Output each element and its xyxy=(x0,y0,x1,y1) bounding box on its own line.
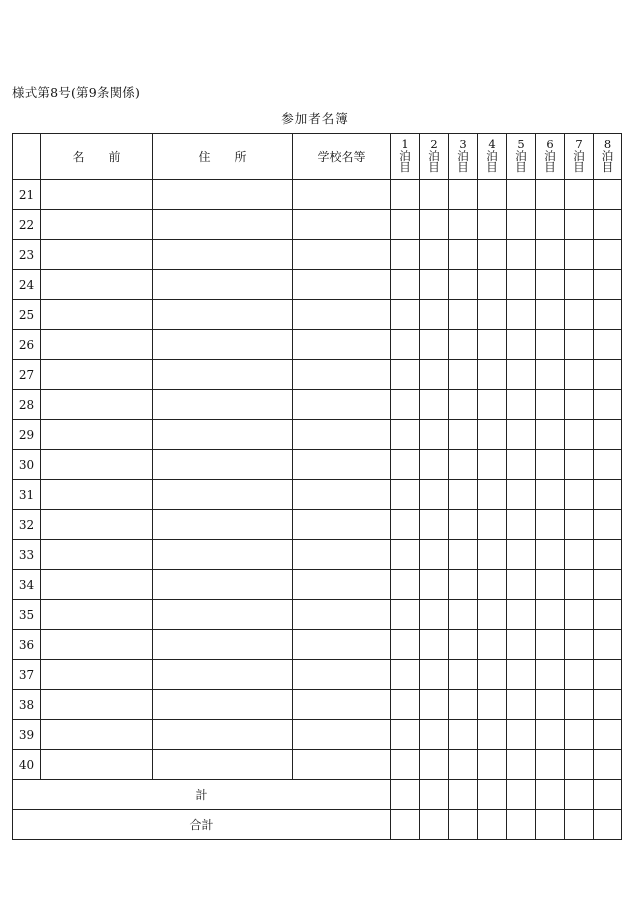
night-6-cell[interactable] xyxy=(536,300,565,330)
name-cell[interactable] xyxy=(41,630,153,660)
night-4-cell[interactable] xyxy=(478,660,507,690)
night-6-cell[interactable] xyxy=(536,360,565,390)
table-row xyxy=(13,240,622,270)
night-6-cell[interactable] xyxy=(536,480,565,510)
row-number: 33 xyxy=(13,540,41,570)
name-cell[interactable] xyxy=(41,240,153,270)
night-6-cell[interactable] xyxy=(536,330,565,360)
table-row xyxy=(13,750,622,780)
night-2-cell[interactable] xyxy=(420,450,449,480)
night-1-cell[interactable] xyxy=(391,510,420,540)
table-row xyxy=(13,210,622,240)
roster-body xyxy=(13,180,622,780)
row-number: 23 xyxy=(13,240,41,270)
night-1-cell[interactable] xyxy=(391,450,420,480)
night-5-cell[interactable] xyxy=(507,480,536,510)
subtotal-night-5[interactable] xyxy=(507,780,536,810)
night-3-cell[interactable] xyxy=(449,510,478,540)
night-6-cell[interactable] xyxy=(536,450,565,480)
total-night-2[interactable] xyxy=(420,810,449,840)
night-1-cell[interactable] xyxy=(391,750,420,780)
night-2-cell[interactable] xyxy=(420,240,449,270)
night-8-cell[interactable] xyxy=(594,390,622,420)
night-8-cell[interactable] xyxy=(594,750,622,780)
night-5-cell[interactable] xyxy=(507,570,536,600)
name-cell[interactable] xyxy=(41,570,153,600)
night-1-cell[interactable] xyxy=(391,270,420,300)
night-7-cell[interactable] xyxy=(565,270,594,300)
night-3-cell[interactable] xyxy=(449,240,478,270)
table-header-row xyxy=(13,134,622,180)
table-row xyxy=(13,420,622,450)
night-8-cell[interactable] xyxy=(594,690,622,720)
night-2-cell[interactable] xyxy=(420,690,449,720)
table-row xyxy=(13,270,622,300)
night-8-cell[interactable] xyxy=(594,360,622,390)
night-7-cell[interactable] xyxy=(565,450,594,480)
night-4-cell[interactable] xyxy=(478,510,507,540)
participant-roster-table xyxy=(12,133,622,840)
subtotal-night-7[interactable] xyxy=(565,780,594,810)
name-cell[interactable] xyxy=(41,210,153,240)
night-7-cell[interactable] xyxy=(565,750,594,780)
night-7-cell[interactable] xyxy=(565,390,594,420)
night-6-cell[interactable] xyxy=(536,750,565,780)
school-cell[interactable] xyxy=(293,630,391,660)
night-8-cell[interactable] xyxy=(594,480,622,510)
night-7-cell[interactable] xyxy=(565,510,594,540)
night-3-cell[interactable] xyxy=(449,750,478,780)
school-cell[interactable] xyxy=(293,270,391,300)
address-cell[interactable] xyxy=(153,570,293,600)
school-cell[interactable] xyxy=(293,420,391,450)
form-number-label: 様式第8号(第9条関係) xyxy=(12,85,141,100)
night-1-cell[interactable] xyxy=(391,180,420,210)
row-number: 36 xyxy=(13,630,41,660)
total-label: 合計 xyxy=(13,810,391,840)
night-2-cell[interactable] xyxy=(420,480,449,510)
name-cell[interactable] xyxy=(41,540,153,570)
night-8-cell[interactable] xyxy=(594,570,622,600)
address-cell[interactable] xyxy=(153,690,293,720)
night-5-cell[interactable] xyxy=(507,240,536,270)
name-cell[interactable] xyxy=(41,690,153,720)
total-night-8[interactable] xyxy=(594,810,622,840)
night-5-cell[interactable] xyxy=(507,630,536,660)
school-cell[interactable] xyxy=(293,750,391,780)
name-cell[interactable] xyxy=(41,510,153,540)
table-row xyxy=(13,360,622,390)
night-8-cell[interactable] xyxy=(594,210,622,240)
header-number-cell xyxy=(13,134,41,180)
night-3-cell[interactable] xyxy=(449,330,478,360)
school-cell[interactable] xyxy=(293,600,391,630)
address-cell[interactable] xyxy=(153,300,293,330)
night-3-cell[interactable] xyxy=(449,300,478,330)
night-7-cell[interactable] xyxy=(565,600,594,630)
subtotal-night-8[interactable] xyxy=(594,780,622,810)
table-row xyxy=(13,480,622,510)
subtotal-night-2[interactable] xyxy=(420,780,449,810)
night-8-cell[interactable] xyxy=(594,300,622,330)
night-5-cell[interactable] xyxy=(507,420,536,450)
row-number: 24 xyxy=(13,270,41,300)
night-2-cell[interactable] xyxy=(420,540,449,570)
night-6-cell[interactable] xyxy=(536,600,565,630)
night-2-cell[interactable] xyxy=(420,720,449,750)
night-7-cell[interactable] xyxy=(565,180,594,210)
night-2-cell[interactable] xyxy=(420,360,449,390)
night-1-cell[interactable] xyxy=(391,600,420,630)
night-1-cell[interactable] xyxy=(391,420,420,450)
night-4-cell[interactable] xyxy=(478,540,507,570)
address-cell[interactable] xyxy=(153,600,293,630)
name-cell[interactable] xyxy=(41,660,153,690)
night-2-cell[interactable] xyxy=(420,270,449,300)
school-cell[interactable] xyxy=(293,360,391,390)
night-6-cell[interactable] xyxy=(536,540,565,570)
subtotal-night-1[interactable] xyxy=(391,780,420,810)
night-1-cell[interactable] xyxy=(391,390,420,420)
night-6-cell[interactable] xyxy=(536,690,565,720)
name-cell[interactable] xyxy=(41,180,153,210)
night-6-cell[interactable] xyxy=(536,240,565,270)
night-3-cell[interactable] xyxy=(449,690,478,720)
row-number: 38 xyxy=(13,690,41,720)
night-4-cell[interactable] xyxy=(478,450,507,480)
night-2-cell[interactable] xyxy=(420,750,449,780)
night-1-cell[interactable] xyxy=(391,480,420,510)
night-3-cell[interactable] xyxy=(449,270,478,300)
header-address: 住 所 xyxy=(153,134,293,180)
name-cell[interactable] xyxy=(41,330,153,360)
night-5-cell[interactable] xyxy=(507,360,536,390)
night-4-cell[interactable] xyxy=(478,570,507,600)
subtotal-night-6[interactable] xyxy=(536,780,565,810)
name-cell[interactable] xyxy=(41,300,153,330)
night-5-cell[interactable] xyxy=(507,270,536,300)
night-5-cell[interactable] xyxy=(507,450,536,480)
address-cell[interactable] xyxy=(153,540,293,570)
night-4-cell[interactable] xyxy=(478,480,507,510)
header-night-2: 2 泊 目 xyxy=(420,134,449,180)
name-cell[interactable] xyxy=(41,420,153,450)
table-row xyxy=(13,600,622,630)
night-1-cell[interactable] xyxy=(391,660,420,690)
night-4-cell[interactable] xyxy=(478,420,507,450)
night-4-cell[interactable] xyxy=(478,630,507,660)
night-7-cell[interactable] xyxy=(565,300,594,330)
night-4-cell[interactable] xyxy=(478,750,507,780)
address-cell[interactable] xyxy=(153,720,293,750)
night-5-cell[interactable] xyxy=(507,330,536,360)
night-1-cell[interactable] xyxy=(391,210,420,240)
header-night-1: 1 泊 目 xyxy=(391,134,420,180)
header-night-6: 6 泊 目 xyxy=(536,134,565,180)
table-row xyxy=(13,660,622,690)
night-5-cell[interactable] xyxy=(507,180,536,210)
row-number: 26 xyxy=(13,330,41,360)
night-4-cell[interactable] xyxy=(478,720,507,750)
night-5-cell[interactable] xyxy=(507,540,536,570)
night-4-cell[interactable] xyxy=(478,690,507,720)
night-2-cell[interactable] xyxy=(420,570,449,600)
row-number: 37 xyxy=(13,660,41,690)
name-cell[interactable] xyxy=(41,600,153,630)
row-number: 31 xyxy=(13,480,41,510)
night-3-cell[interactable] xyxy=(449,660,478,690)
night-6-cell[interactable] xyxy=(536,210,565,240)
night-8-cell[interactable] xyxy=(594,450,622,480)
header-name: 名 前 xyxy=(41,134,153,180)
night-2-cell[interactable] xyxy=(420,420,449,450)
night-5-cell[interactable] xyxy=(507,750,536,780)
night-6-cell[interactable] xyxy=(536,510,565,540)
night-8-cell[interactable] xyxy=(594,540,622,570)
night-3-cell[interactable] xyxy=(449,210,478,240)
header-school: 学校名等 xyxy=(293,134,391,180)
night-2-cell[interactable] xyxy=(420,630,449,660)
address-cell[interactable] xyxy=(153,420,293,450)
night-3-cell[interactable] xyxy=(449,360,478,390)
night-3-cell[interactable] xyxy=(449,450,478,480)
night-6-cell[interactable] xyxy=(536,660,565,690)
school-cell[interactable] xyxy=(293,690,391,720)
night-7-cell[interactable] xyxy=(565,420,594,450)
night-3-cell[interactable] xyxy=(449,600,478,630)
night-3-cell[interactable] xyxy=(449,480,478,510)
row-number: 28 xyxy=(13,390,41,420)
school-cell[interactable] xyxy=(293,720,391,750)
night-8-cell[interactable] xyxy=(594,600,622,630)
night-6-cell[interactable] xyxy=(536,270,565,300)
school-cell[interactable] xyxy=(293,450,391,480)
name-cell[interactable] xyxy=(41,480,153,510)
night-5-cell[interactable] xyxy=(507,660,536,690)
night-2-cell[interactable] xyxy=(420,180,449,210)
night-7-cell[interactable] xyxy=(565,720,594,750)
table-row xyxy=(13,630,622,660)
night-1-cell[interactable] xyxy=(391,330,420,360)
night-3-cell[interactable] xyxy=(449,630,478,660)
school-cell[interactable] xyxy=(293,240,391,270)
address-cell[interactable] xyxy=(153,330,293,360)
night-5-cell[interactable] xyxy=(507,210,536,240)
night-8-cell[interactable] xyxy=(594,660,622,690)
address-cell[interactable] xyxy=(153,360,293,390)
school-cell[interactable] xyxy=(293,510,391,540)
night-3-cell[interactable] xyxy=(449,540,478,570)
night-8-cell[interactable] xyxy=(594,240,622,270)
total-night-1[interactable] xyxy=(391,810,420,840)
row-number: 39 xyxy=(13,720,41,750)
school-cell[interactable] xyxy=(293,660,391,690)
address-cell[interactable] xyxy=(153,480,293,510)
total-night-5[interactable] xyxy=(507,810,536,840)
row-number: 35 xyxy=(13,600,41,630)
night-5-cell[interactable] xyxy=(507,600,536,630)
address-cell[interactable] xyxy=(153,660,293,690)
table-row xyxy=(13,720,622,750)
night-1-cell[interactable] xyxy=(391,690,420,720)
night-3-cell[interactable] xyxy=(449,420,478,450)
night-4-cell[interactable] xyxy=(478,600,507,630)
night-8-cell[interactable] xyxy=(594,630,622,660)
night-6-cell[interactable] xyxy=(536,570,565,600)
night-1-cell[interactable] xyxy=(391,540,420,570)
school-cell[interactable] xyxy=(293,210,391,240)
night-8-cell[interactable] xyxy=(594,720,622,750)
night-4-cell[interactable] xyxy=(478,210,507,240)
night-7-cell[interactable] xyxy=(565,210,594,240)
subtotal-night-3[interactable] xyxy=(449,780,478,810)
night-7-cell[interactable] xyxy=(565,660,594,690)
table-row xyxy=(13,450,622,480)
night-1-cell[interactable] xyxy=(391,300,420,330)
document-title: 参加者名簿 xyxy=(281,111,349,126)
night-5-cell[interactable] xyxy=(507,690,536,720)
night-6-cell[interactable] xyxy=(536,420,565,450)
table-row xyxy=(13,330,622,360)
night-7-cell[interactable] xyxy=(565,540,594,570)
night-3-cell[interactable] xyxy=(449,570,478,600)
night-5-cell[interactable] xyxy=(507,510,536,540)
night-1-cell[interactable] xyxy=(391,240,420,270)
night-2-cell[interactable] xyxy=(420,300,449,330)
night-6-cell[interactable] xyxy=(536,390,565,420)
name-cell[interactable] xyxy=(41,360,153,390)
night-1-cell[interactable] xyxy=(391,570,420,600)
row-number: 30 xyxy=(13,450,41,480)
night-2-cell[interactable] xyxy=(420,390,449,420)
table-row xyxy=(13,510,622,540)
night-5-cell[interactable] xyxy=(507,390,536,420)
night-1-cell[interactable] xyxy=(391,720,420,750)
total-night-7[interactable] xyxy=(565,810,594,840)
header-night-8: 8 泊 目 xyxy=(594,134,622,180)
night-4-cell[interactable] xyxy=(478,390,507,420)
night-7-cell[interactable] xyxy=(565,570,594,600)
night-6-cell[interactable] xyxy=(536,720,565,750)
name-cell[interactable] xyxy=(41,720,153,750)
night-2-cell[interactable] xyxy=(420,210,449,240)
night-2-cell[interactable] xyxy=(420,330,449,360)
total-night-4[interactable] xyxy=(478,810,507,840)
address-cell[interactable] xyxy=(153,270,293,300)
night-4-cell[interactable] xyxy=(478,270,507,300)
address-cell[interactable] xyxy=(153,210,293,240)
row-number: 25 xyxy=(13,300,41,330)
table-row xyxy=(13,540,622,570)
night-7-cell[interactable] xyxy=(565,480,594,510)
row-number: 22 xyxy=(13,210,41,240)
table-row xyxy=(13,180,622,210)
school-cell[interactable] xyxy=(293,390,391,420)
address-cell[interactable] xyxy=(153,240,293,270)
address-cell[interactable] xyxy=(153,630,293,660)
school-cell[interactable] xyxy=(293,480,391,510)
night-7-cell[interactable] xyxy=(565,630,594,660)
night-8-cell[interactable] xyxy=(594,330,622,360)
night-4-cell[interactable] xyxy=(478,360,507,390)
subtotal-night-4[interactable] xyxy=(478,780,507,810)
row-number: 27 xyxy=(13,360,41,390)
total-night-3[interactable] xyxy=(449,810,478,840)
subtotal-row xyxy=(13,780,622,810)
school-cell[interactable] xyxy=(293,180,391,210)
header-night-3: 3 泊 目 xyxy=(449,134,478,180)
row-number: 29 xyxy=(13,420,41,450)
night-4-cell[interactable] xyxy=(478,330,507,360)
school-cell[interactable] xyxy=(293,540,391,570)
night-7-cell[interactable] xyxy=(565,690,594,720)
address-cell[interactable] xyxy=(153,510,293,540)
address-cell[interactable] xyxy=(153,450,293,480)
row-number: 32 xyxy=(13,510,41,540)
table-row xyxy=(13,690,622,720)
school-cell[interactable] xyxy=(293,330,391,360)
night-7-cell[interactable] xyxy=(565,240,594,270)
night-5-cell[interactable] xyxy=(507,720,536,750)
night-6-cell[interactable] xyxy=(536,630,565,660)
total-row xyxy=(13,810,622,840)
night-4-cell[interactable] xyxy=(478,240,507,270)
header-night-5: 5 泊 目 xyxy=(507,134,536,180)
night-8-cell[interactable] xyxy=(594,180,622,210)
table-row xyxy=(13,390,622,420)
night-8-cell[interactable] xyxy=(594,510,622,540)
night-2-cell[interactable] xyxy=(420,600,449,630)
name-cell[interactable] xyxy=(41,390,153,420)
night-7-cell[interactable] xyxy=(565,360,594,390)
night-7-cell[interactable] xyxy=(565,330,594,360)
night-3-cell[interactable] xyxy=(449,720,478,750)
address-cell[interactable] xyxy=(153,750,293,780)
night-2-cell[interactable] xyxy=(420,510,449,540)
night-1-cell[interactable] xyxy=(391,630,420,660)
night-5-cell[interactable] xyxy=(507,300,536,330)
name-cell[interactable] xyxy=(41,750,153,780)
header-night-7: 7 泊 目 xyxy=(565,134,594,180)
night-3-cell[interactable] xyxy=(449,180,478,210)
night-4-cell[interactable] xyxy=(478,180,507,210)
address-cell[interactable] xyxy=(153,390,293,420)
table-row xyxy=(13,570,622,600)
night-1-cell[interactable] xyxy=(391,360,420,390)
row-number: 21 xyxy=(13,180,41,210)
night-2-cell[interactable] xyxy=(420,660,449,690)
subtotal-label: 計 xyxy=(13,780,391,810)
school-cell[interactable] xyxy=(293,300,391,330)
row-number: 40 xyxy=(13,750,41,780)
total-night-6[interactable] xyxy=(536,810,565,840)
school-cell[interactable] xyxy=(293,570,391,600)
address-cell[interactable] xyxy=(153,180,293,210)
night-4-cell[interactable] xyxy=(478,300,507,330)
night-6-cell[interactable] xyxy=(536,180,565,210)
name-cell[interactable] xyxy=(41,450,153,480)
header-night-4: 4 泊 目 xyxy=(478,134,507,180)
row-number: 34 xyxy=(13,570,41,600)
night-8-cell[interactable] xyxy=(594,270,622,300)
name-cell[interactable] xyxy=(41,270,153,300)
night-3-cell[interactable] xyxy=(449,390,478,420)
table-row xyxy=(13,300,622,330)
night-8-cell[interactable] xyxy=(594,420,622,450)
